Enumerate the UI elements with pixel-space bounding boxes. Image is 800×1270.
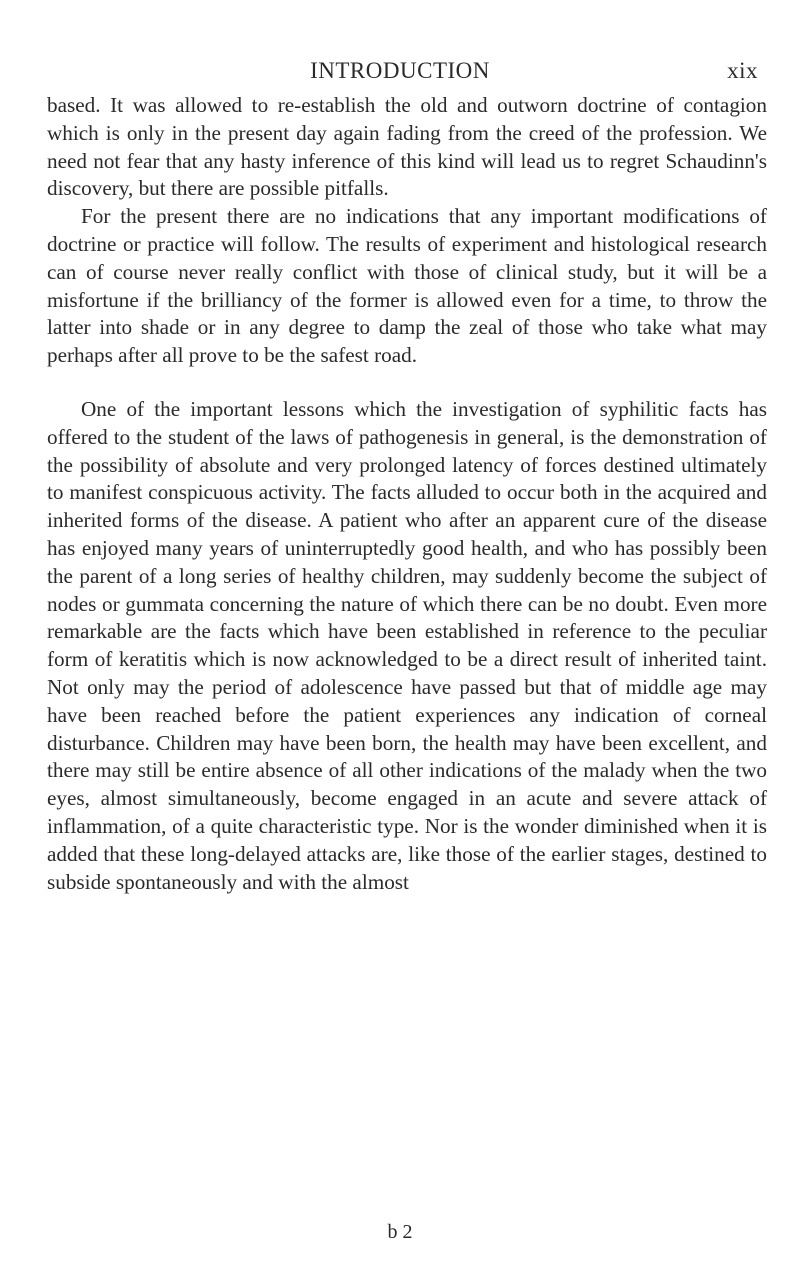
page-number: xix [727, 58, 758, 83]
body-text [47, 92, 767, 896]
signature-mark: b 2 [387, 1221, 413, 1243]
section-gap [47, 370, 767, 396]
running-head [0, 58, 800, 88]
paragraph-present-indications: For the present there are no indications that any important modifications of doctrine or practice will follow. The results of experiment and histological research can of course never really conflict with those of clinical study, but it will be a misfortune if the brilliancy of the former is allowed even for a time, to throw the latter into shade or in any degree to damp the zeal of those who take what may perhaps after all prove to be the safest road. [47, 204, 767, 368]
paragraph-continued: based. It was allowed to re-establish the old and outworn doctrine of contagion which is only in the present day again fading from the creed of the profession. We need not fear that any hasty inference of this kind will lead us to regret Schaudinn's discovery, but there are possible pitfalls. [47, 93, 767, 201]
paragraph-latency-lessons: One of the important lessons which the investigation of syphilitic facts has offered to the student of the laws of pathogenesis in general, is the demonstration of the possibility of absolute and very prolonged latency of forces destined ultimately to manifest conspicuous activity. The facts alluded to occur both in the acquired and inherited forms of the disease. A patient who after an apparent cure of the disease has enjoyed many years of uninterruptedly good health, and who has possibly been the parent of a long series of healthy children, may suddenly become the subject of nodes or gummata concerning the nature of which there can be no doubt. Even more remarkable are the facts which have been established in reference to the peculiar form of keratitis which is now acknowledged to be a direct result of inherited taint. Not only may the period of adolescence have passed but that of middle age may have been reached before the patient experiences any indication of corneal disturbance. Children may have been born, the health may have been excellent, and there may still be entire absence of all other indications of the malady when the two eyes, almost simultaneously, become engaged in an acute and severe attack of inflammation, of a quite characteristic type. Nor is the wonder diminished when it is added that these long-delayed attacks are, like those of the earlier stages, destined to subside spontaneously and with the almost [47, 396, 767, 894]
running-title: INTRODUCTION [310, 58, 490, 83]
